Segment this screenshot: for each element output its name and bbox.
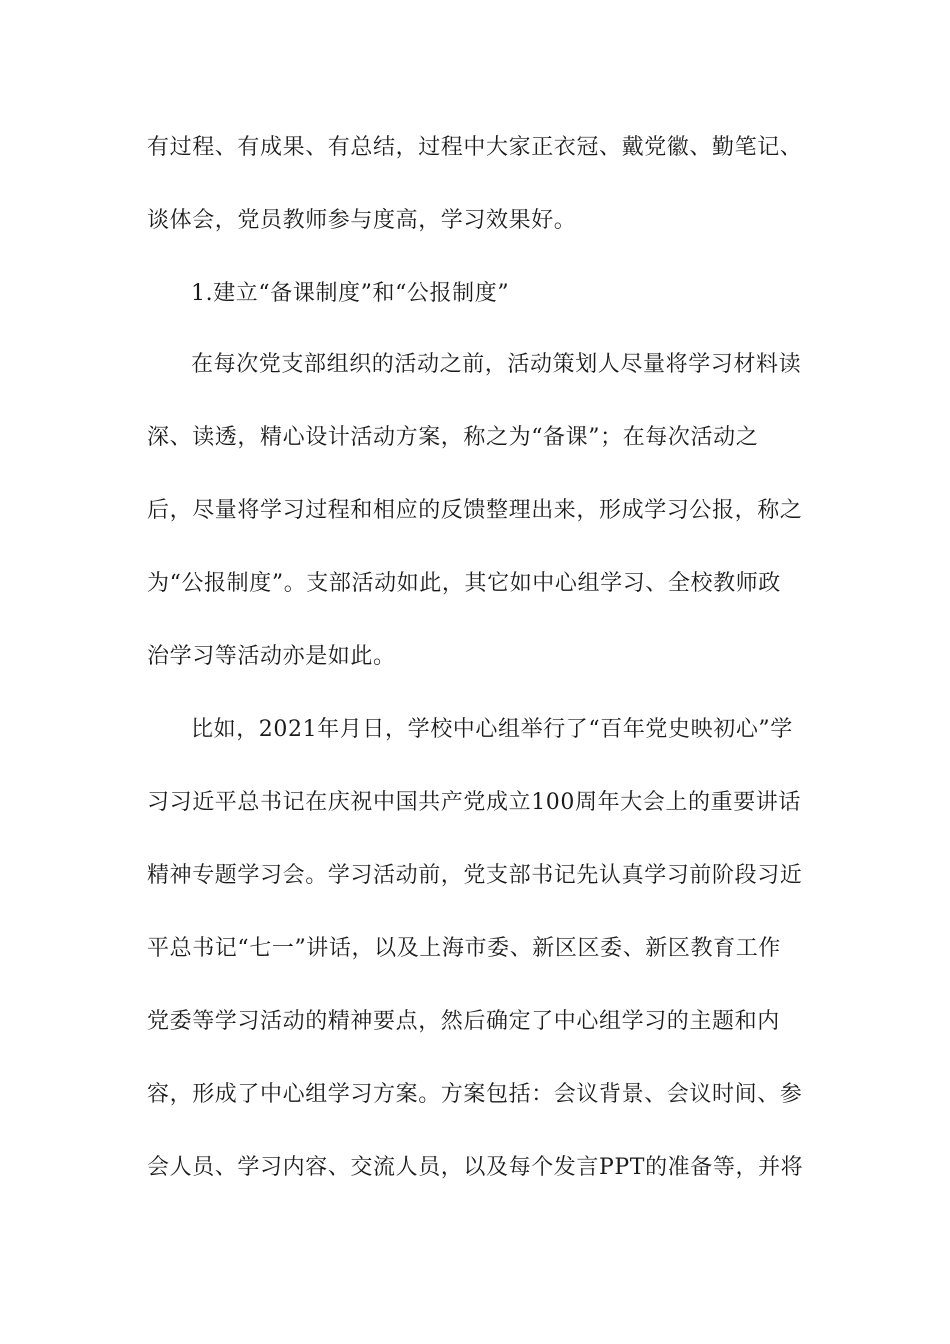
text-line: 会人员、学习内容、交流人员，以及每个发言PPT的准备等，并将 [147,1155,804,1180]
text-line: 平总书记“七一”讲话，以及上海市委、新区区委、新区教育工作 [147,936,781,961]
document-body [147,133,804,1226]
text-line: 容，形成了中心组学习方案。方案包括：会议背景、会议时间、参 [147,1082,803,1107]
text-line: 治学习等活动亦是如此。 [147,644,396,669]
text-line: 党委等学习活动的精神要点，然后确定了中心组学习的主题和内 [147,1009,780,1034]
section-heading: 1.建立“备课制度”和“公报制度” [191,281,510,306]
text-line: 谈体会，党员教师参与度高，学习效果好。 [147,208,577,233]
paragraph-first-line: 在每次党支部组织的活动之前，活动策划人尽量将学习材料读 [191,352,802,377]
text-line: 有过程、有成果、有总结，过程中大家正衣冠、戴党徽、勤笔记、 [147,135,803,160]
text-line: 精神专题学习会。学习活动前，党支部书记先认真学习前阶段习近 [147,863,803,888]
text-line: 深、读透，精心设计活动方案，称之为“备课”；在每次活动之 [147,425,759,450]
paragraph-first-line: 比如，2021年月日，学校中心组举行了“百年党史映初心”学 [191,717,793,742]
text-line: 为“公报制度”。支部活动如此，其它如中心组学习、全校教师政 [147,571,781,596]
text-line: 习习近平总书记在庆祝中国共产党成立100周年大会上的重要讲话 [147,790,801,815]
text-line: 后，尽量将学习过程和相应的反馈整理出来，形成学习公报，称之 [147,498,803,523]
